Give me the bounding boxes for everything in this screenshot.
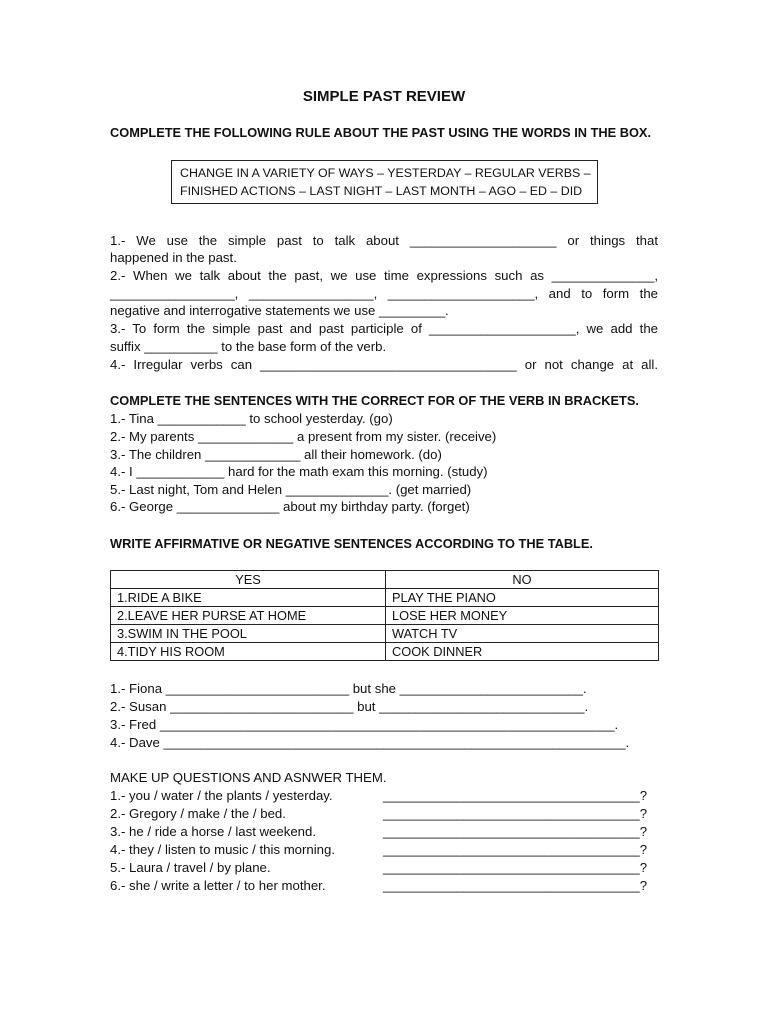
page-title: SIMPLE PAST REVIEW [302, 88, 466, 105]
verb-sentence: 5.- Last night, Tom and Helen ______________. (get married) [110, 482, 472, 497]
rule-line: 1.- We use the simple past to talk about ____________________ or things that [110, 233, 658, 248]
table-cell: 3.SWIM IN THE POOL [111, 625, 386, 643]
rule-line: _________________, _________________, ____________________, and to form the [110, 286, 658, 301]
question-prompt: 6.- she / write a letter / to her mother. [110, 878, 326, 893]
table-sentence: 1.- Fiona _________________________ but she _________________________. [110, 681, 587, 696]
section1-heading: COMPLETE THE FOLLOWING RULE ABOUT THE PAST USING THE WORDS IN THE BOX. [110, 125, 652, 140]
question-prompt: 3.- he / ride a horse / last weekend. [110, 824, 316, 839]
question-prompt: 5.- Laura / travel / by plane. [110, 860, 271, 875]
verb-sentence: 3.- The children _____________ all their homework. (do) [110, 447, 442, 462]
answer-line: ___________________________________? [383, 842, 648, 857]
table-cell: PLAY THE PIANO [386, 589, 659, 607]
word-box-line: CHANGE IN A VARIETY OF WAYS – YESTERDAY – REGULAR VERBS – [180, 166, 591, 180]
table-header-yes: YES [111, 571, 386, 589]
yes-no-table [110, 570, 659, 661]
table-row [111, 643, 659, 661]
rule-line: 4.- Irregular verbs can ___________________________________ or not change at all. [110, 357, 658, 372]
table-cell: 4.TIDY HIS ROOM [111, 643, 386, 661]
answer-line: ___________________________________? [383, 878, 648, 893]
rule-line: 3.- To form the simple past and past participle of ____________________, we add the [110, 321, 658, 336]
table-cell: WATCH TV [386, 625, 659, 643]
table-row [111, 607, 659, 625]
word-box [171, 160, 598, 204]
word-box-line: FINISHED ACTIONS – LAST NIGHT – LAST MONTH – AGO – ED – DID [180, 184, 583, 198]
question-prompt: 4.- they / listen to music / this morning. [110, 842, 336, 857]
table-cell: 1.RIDE A BIKE [111, 589, 386, 607]
table-sentence: 3.- Fred ______________________________________________________________. [110, 717, 619, 732]
table-header-row [111, 571, 659, 589]
question-prompt: 2.- Gregory / make / the / bed. [110, 806, 286, 821]
section3-heading: WRITE AFFIRMATIVE OR NEGATIVE SENTENCES ACCORDING TO THE TABLE. [110, 536, 593, 551]
answer-line: ___________________________________? [383, 824, 648, 839]
answer-line: ___________________________________? [383, 788, 648, 803]
section2-heading: COMPLETE THE SENTENCES WITH THE CORRECT FOR OF THE VERB IN BRACKETS. [110, 393, 639, 408]
answer-line: ___________________________________? [383, 860, 648, 875]
verb-sentence: 2.- My parents _____________ a present from my sister. (receive) [110, 429, 497, 444]
answer-line: ___________________________________? [383, 806, 648, 821]
rule-line: suffix __________ to the base form of the verb. [110, 339, 387, 354]
verb-sentence: 1.- Tina ____________ to school yesterday. (go) [110, 411, 393, 426]
table-cell: COOK DINNER [386, 643, 659, 661]
rule-line: 2.- When we talk about the past, we use time expressions such as ______________, [110, 268, 658, 283]
table-sentence: 2.- Susan _________________________ but ____________________________. [110, 699, 589, 714]
rule-line: negative and interrogative statements we use _________. [110, 303, 449, 318]
table-row [111, 589, 659, 607]
table-row [111, 625, 659, 643]
section4-heading: MAKE UP QUESTIONS AND ASNWER THEM. [110, 770, 387, 785]
verb-sentence: 6.- George ______________ about my birthday party. (forget) [110, 499, 470, 514]
table-header-no: NO [386, 571, 659, 589]
table-cell: LOSE HER MONEY [386, 607, 659, 625]
question-prompt: 1.- you / water / the plants / yesterday. [110, 788, 333, 803]
verb-sentence: 4.- I ____________ hard for the math exam this morning. (study) [110, 464, 488, 479]
table-cell: 2.LEAVE HER PURSE AT HOME [111, 607, 386, 625]
table-sentence: 4.- Dave _______________________________________________________________. [110, 735, 630, 750]
rule-line: happened in the past. [110, 250, 237, 265]
